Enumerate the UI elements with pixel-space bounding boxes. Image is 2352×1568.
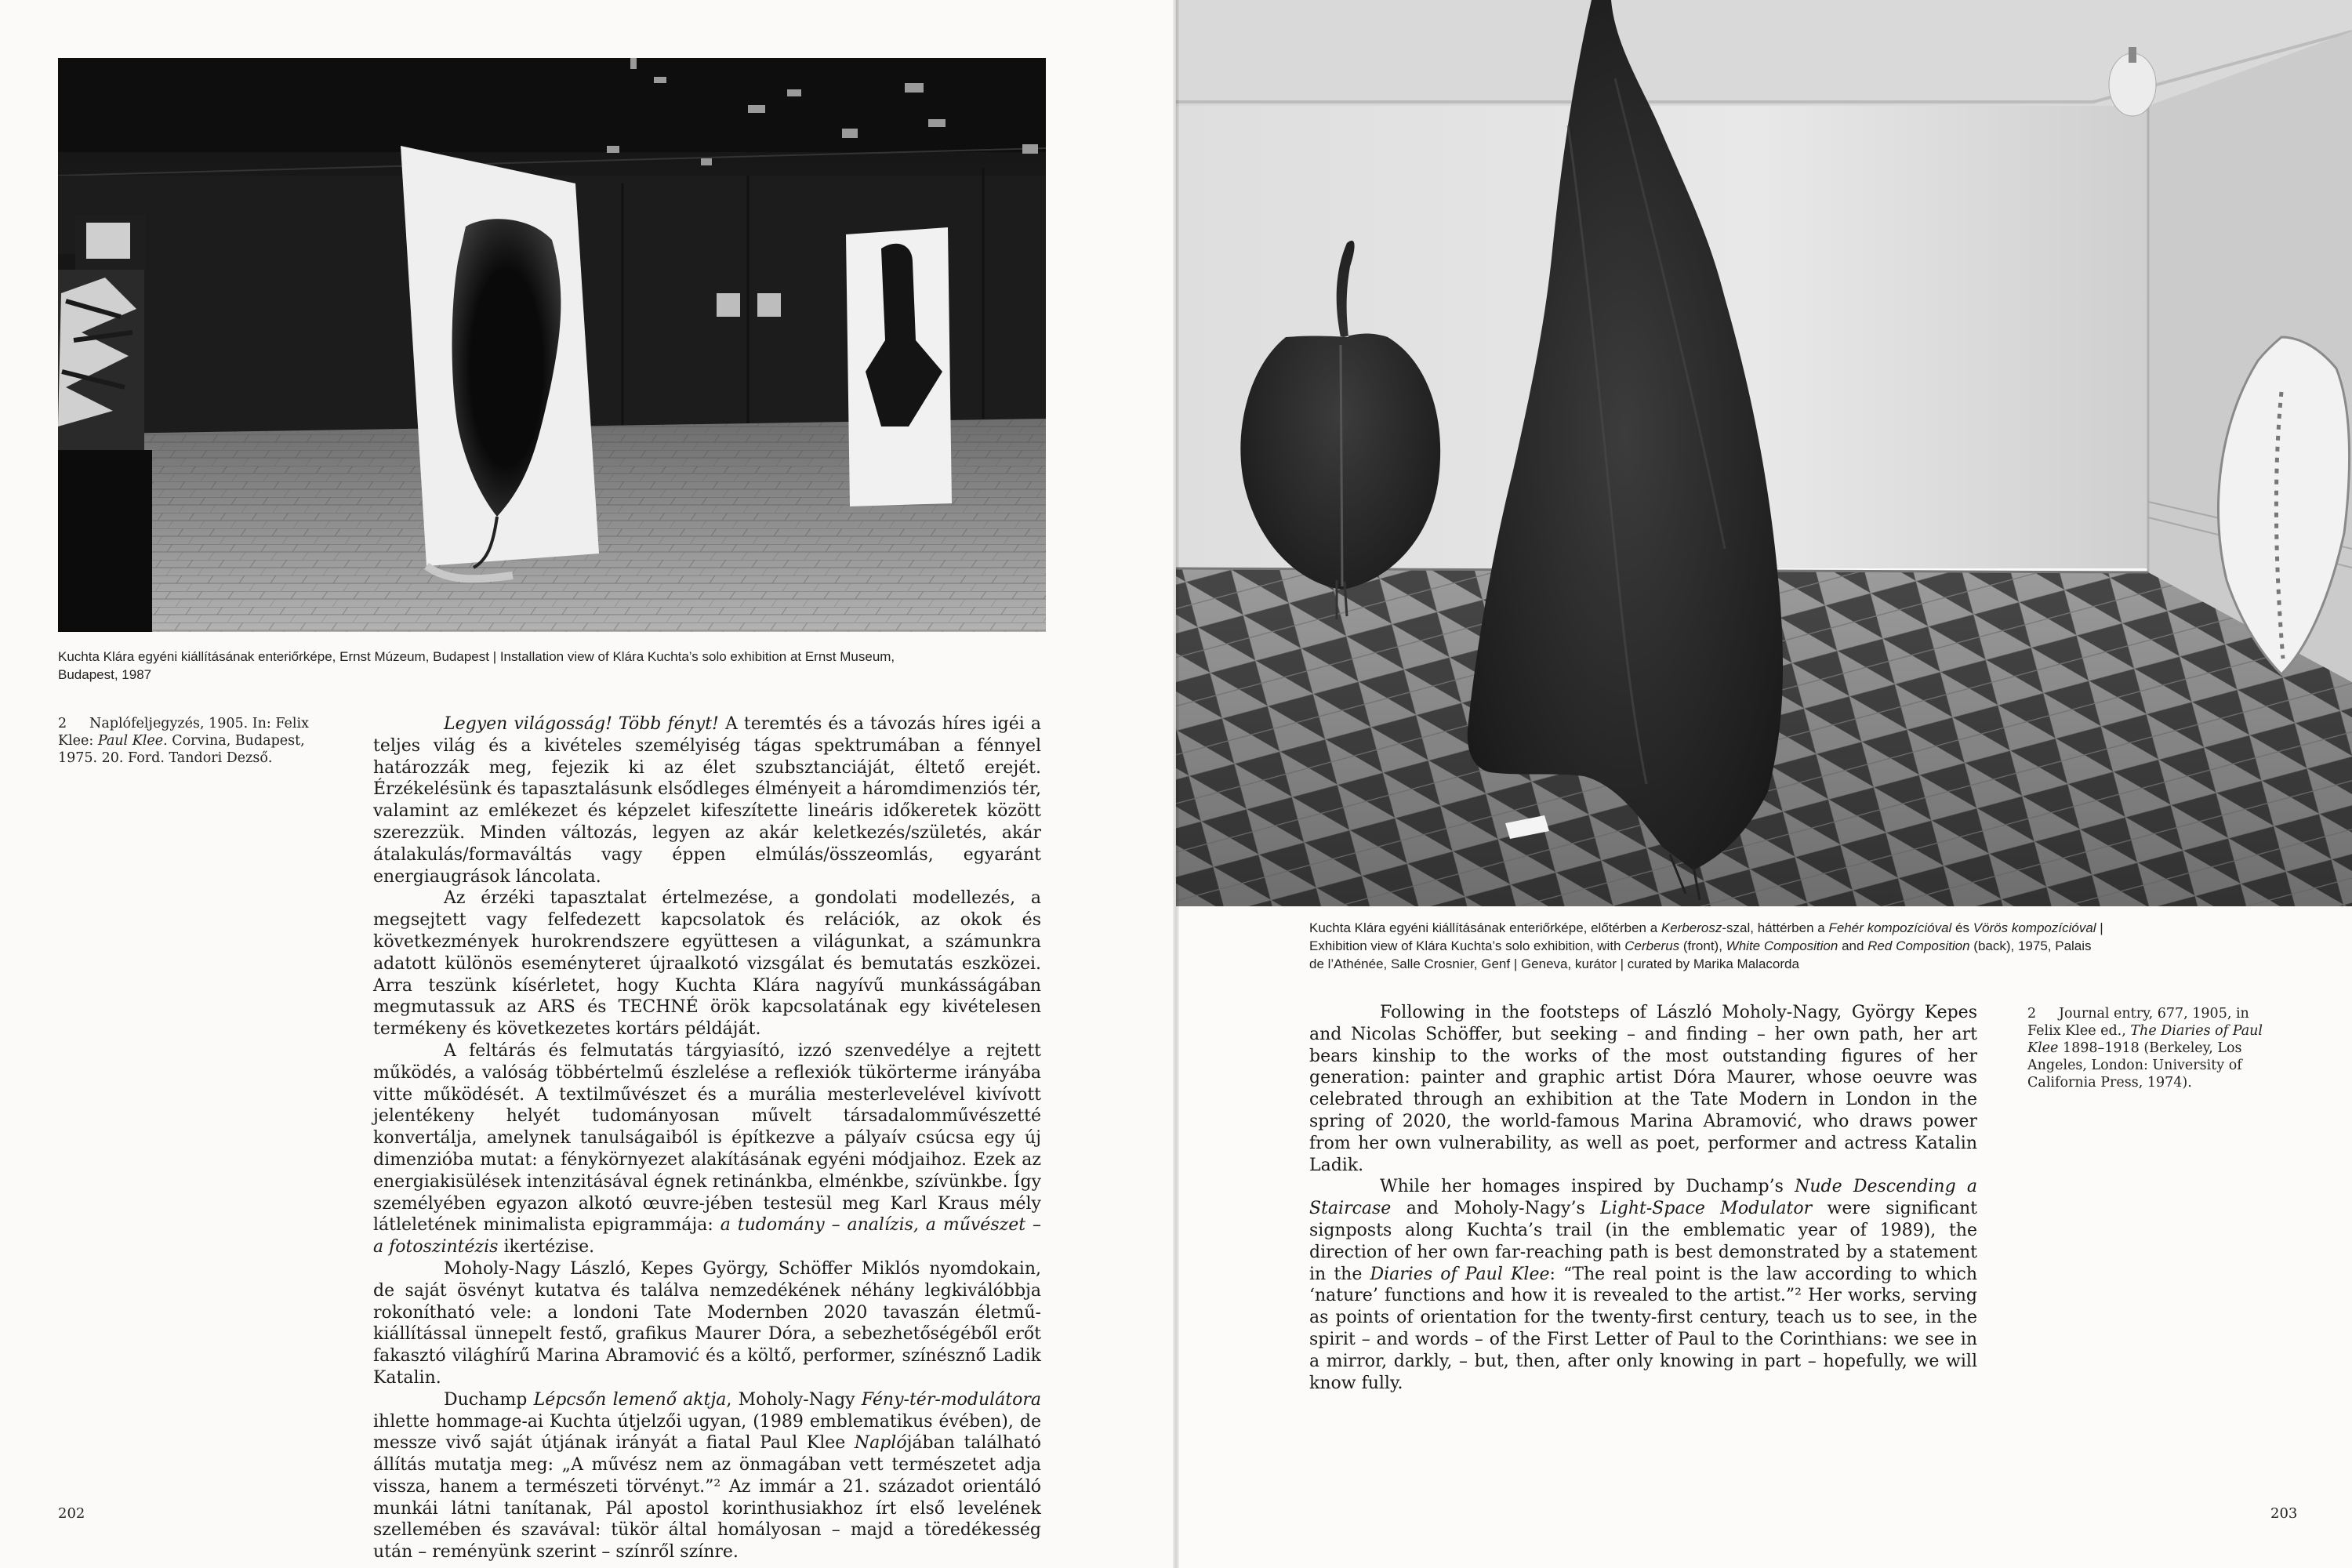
caption-title: Cerberus: [1624, 938, 1680, 953]
text-run: Moholy-Nagy László, Kepes György, Schöffer Miklós nyomdokain, de saját ösvényt kutatva és találva nemzedékének néhány legkiválóbbja rokonítható vele: a londoni Tate Modernben 2020 tavaszán életmű-kiállítással ünnepelt festő, grafikus Maurer Dóra, a sebezhetőségéből erőt fakasztó világhírű Marina Abramović és a költő, performer, színésznő Ladik Katalin.: [373, 1258, 1041, 1388]
body-text-en: [1309, 1002, 1977, 1394]
footnote-text-a: Journal entry, 677, 1905, in Felix Klee ed.,: [2027, 1006, 2249, 1039]
italic-text: Legyen világosság! Több fényt!: [444, 714, 719, 734]
caption-title: White Composition: [1726, 938, 1838, 953]
spine-gutter: [1173, 0, 1179, 1568]
text-run: A teremtés és a távozás híres igéi a teljes világ és a kivételes személyiség tágas spektrumában a fénnyel határozzák meg, fejezik ki az élet szubsztanciáját, éltető erejét. Érzékelésünk és tapasztalásunk elsődleges élményeit a háromdimenziós tér, valamint az emlékezet és képzelet kifeszítette lineáris időkeretek között szerezzük. Minden változás, legyen az akár keletkezés/születés, akár átalakulás/formaváltás vagy éppen elmúlás/összeomlás, egyaránt energiaugrások láncolata.: [373, 714, 1041, 887]
body-paragraph: [1309, 1176, 1977, 1394]
caption-title: Red Composition: [1867, 938, 1970, 953]
text-run: ihlette hommage-ai Kuchta útjelzői ugyan, (1989 emblematikus évében), de messze vivő saját útjának irányát a fiatal Paul Klee: [373, 1411, 1041, 1454]
footnote-title: Paul Klee: [97, 733, 164, 749]
text-run: A feltárás és felmutatás tárgyiasító, izzó szenvedélye a rejtett működés, a valóság többértelmű észlelése a reflexiók tükörterme irányába vitte működését. A textilművészet és a murália mesterlevelével kivívott jelentékeny helyét tudományosan művelt társadalomművészetté konvertálja, amelynek tanulságaiból is építkezve a pályaív csúcsa egy új dimenzióba mutat: a fénykörnyezet alakításának egyéni módjaihoz. Ezek az energiakisülések intenzitásával égnek retinánkba, elménkbe, szívünkbe. Így személyében egyazon alkotó œuvre-jében testesül meg Karl Kraus mély látleletének minimalista epigrammája:: [373, 1040, 1041, 1236]
caption-text: and: [1838, 938, 1868, 953]
installation-photo-geneva: [1176, 0, 2352, 906]
italic-text: Lépcsőn lemenő aktja: [533, 1389, 727, 1410]
text-run: were significant signposts along Kuchta’s trail (in the emblematic year of 1989), the direction of her own far-reaching path is best demonstrated by a statement in the: [1309, 1199, 1978, 1284]
text-run: jában található állítás mutatja meg: „A művész nem az önmagában vett természetet adja vissza, hanem a természeti törvényt.”² Az immár a 21. századot orientáló munkái látni tanítanak, Pál apostol korinthusiakhoz írt első levelének szellemében és szavával: tükör által homályosan – majd a töredékesség után – reményünk szerint – színről színre.: [373, 1433, 1041, 1563]
body-paragraph: [373, 1389, 1041, 1563]
body-paragraph: [373, 1258, 1041, 1389]
text-run: Following in the footsteps of László Moholy-Nagy, György Kepes and Nicolas Schöffer, but seeking – and finding – her own path, her art bears kinship to the works of the most outstanding figures of her generation: painter and graphic artist Dóra Maurer, whose oeuvre was celebrated through an exhibition at the Tate Modern in London in the spring of 2020, the world-famous Marina Abramović, who draws power from her own vulnerability, as well as poet, performer and actress Katalin Ladik.: [1309, 1003, 1977, 1175]
italic-text: Nude Descending a Staircase: [1309, 1177, 1978, 1219]
footnote: [2027, 1005, 2286, 1091]
caption-text: és: [1951, 920, 1973, 935]
photo-caption: [1309, 919, 2109, 973]
caption-title: Kerberosz: [1661, 920, 1722, 935]
italic-text: Fény-tér-modulátora: [861, 1389, 1041, 1410]
body-paragraph: [373, 1040, 1041, 1258]
text-run: Duchamp: [444, 1389, 534, 1410]
installation-photo-ernst-museum: [58, 58, 1046, 632]
right-page: [1176, 0, 2352, 1568]
caption-text: (back), 1975, Palais de l’Athénée, Salle Crosnier, Genf | Geneva, kurátor | curated by Marika Malacorda: [1309, 938, 2092, 971]
footnote-text-a: Naplófeljegyzés, 1905. In: Felix Klee:: [58, 716, 309, 749]
italic-text: a tudomány – analízis, a művészet – a fotoszintézis: [373, 1215, 1041, 1258]
body-paragraph: [373, 887, 1041, 1040]
footnote-text-b: . Corvina, Budapest, 1975. 20. Ford. Tandori Dezső.: [58, 733, 305, 766]
page-number: 202: [58, 1505, 85, 1522]
text-run: : “The real point is the law according to which ‘nature’ functions and how it is revealed to the artist.”² Her works, serving as points of orientation for the twenty-first century, teach us to see, in the spirit – and words – of the First Letter of Paul to the Corinthians: we see in a mirror, darkly, – but, then, after only knowing in part – hopefully, we will know fully.: [1309, 1264, 1977, 1393]
text-run: ikertézise.: [498, 1237, 595, 1258]
italic-text: Diaries of Paul Klee: [1370, 1264, 1550, 1284]
caption-text: | Exhibition view of Klára Kuchta’s solo exhibition, with: [1309, 920, 2103, 953]
footnote-number: 2: [58, 716, 67, 731]
footnote-number: 2: [2027, 1006, 2037, 1022]
body-text-hu: [373, 713, 1041, 1563]
caption-text: -szal, háttérben a: [1722, 920, 1829, 935]
caption-text: Kuchta Klára egyéni kiállításának enteriőrképe, előtérben a: [1309, 920, 1661, 935]
photo-caption: Kuchta Klára egyéni kiállításának enteriőrképe, Ernst Múzeum, Budapest | Installation view of Klára Kuchta’s solo exhibition at Ernst Museum, Budapest, 1987: [58, 649, 895, 682]
caption-text: (front),: [1679, 938, 1726, 953]
caption-title: Fehér kompozícióval: [1828, 920, 1952, 935]
body-paragraph: [373, 713, 1041, 887]
text-run: Az érzéki tapasztalat értelmezése, a gondolati modellezés, a megsejtett vagy felfedezett kapcsolatok és relációk, az okok és következmények hurokrendszere együttesen a világunkat, a számunkra adatott különös eseményteret újraalkotó vizsgálat és bemutatás eszközei. Arra teszünk kísérletet, hogy Kuchta Klára nagyívű munkásságában megmutassuk az ARS és TECHNÉ örök kapcsolatának egy kivételesen termékeny és következetes kortárs példáját.: [373, 888, 1041, 1040]
text-run: While her homages inspired by Duchamp’s: [1380, 1177, 1795, 1197]
page-number: 203: [2270, 1505, 2298, 1522]
caption-title: Vörös kompozícióval: [1973, 920, 2096, 935]
text-run: and Moholy-Nagy’s: [1391, 1199, 1601, 1219]
text-run: , Moholy-Nagy: [726, 1389, 862, 1410]
footnote: [58, 715, 309, 767]
footnote-text-b: 1898–1918 (Berkeley, Los Angeles, London: University of California Press, 1974).: [2027, 1040, 2242, 1091]
italic-text: Light-Space Modulator: [1600, 1199, 1813, 1219]
body-paragraph: [1309, 1002, 1977, 1176]
italic-text: Napló: [854, 1433, 907, 1454]
footnote-title: The Diaries of Paul Klee: [2027, 1023, 2263, 1056]
